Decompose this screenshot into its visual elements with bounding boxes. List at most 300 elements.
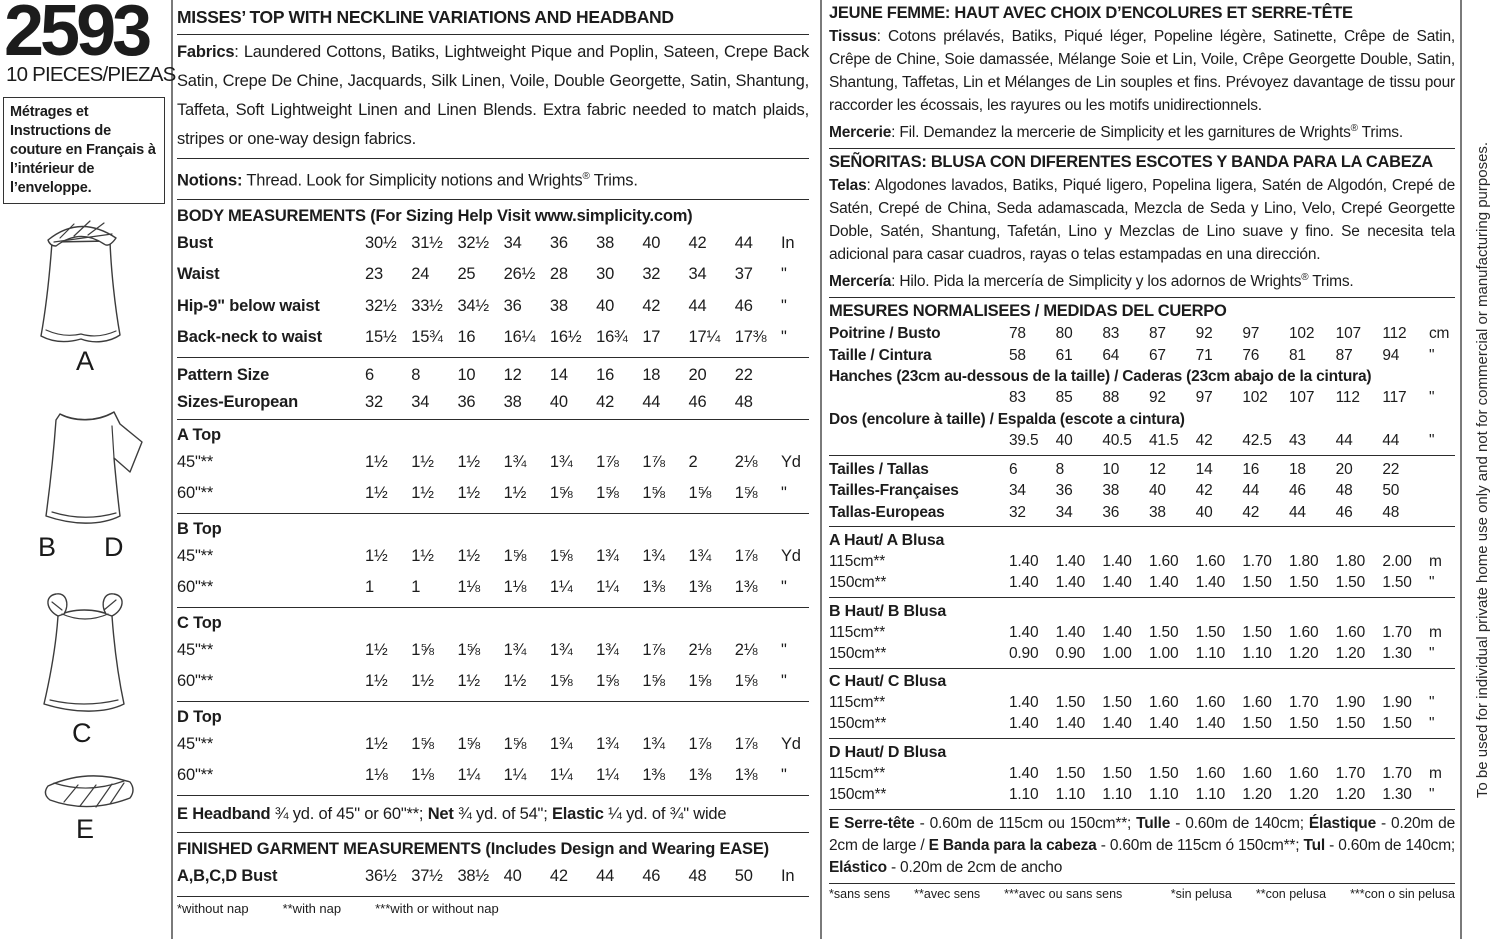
yardage-c-heading: C Top: [177, 613, 222, 632]
cell-value: 1⅝: [549, 484, 573, 502]
cell-value: 1.50: [1102, 694, 1132, 712]
cell-value: 39.5: [1009, 431, 1039, 449]
row-label: Hanches (23cm au-dessous de la taille) / Caderas (23cm abajo de la cintura): [829, 367, 1372, 385]
cell-value: 38: [1102, 482, 1120, 500]
cell-value: 78: [1009, 325, 1026, 343]
row-label: Poitrine / Busto: [829, 325, 941, 343]
license-note: To be used for individual private home use only and not for commercial or manufacturing purposes.: [1474, 141, 1491, 798]
cell-value: 0.90: [1009, 644, 1039, 662]
text-segment: Net: [427, 804, 454, 823]
cell-value: 1.10: [1242, 644, 1272, 662]
cell-value: 1⅝: [642, 484, 665, 502]
table-row: [177, 291, 809, 323]
divider: [177, 357, 809, 358]
column-divider-left: [171, 0, 173, 939]
row-label: Back-neck to waist: [177, 328, 322, 346]
cell-value: 1.50: [1102, 764, 1132, 782]
french-note-text: Métrages et Instructions de couture en Français à l’intérieur de l’enveloppe.: [10, 104, 156, 196]
table-row: [177, 635, 809, 667]
cell-value: 34½: [457, 296, 489, 315]
cell-value: 16¾: [596, 328, 628, 346]
cell-value: 1.50: [1289, 715, 1319, 733]
metric-body-table: [829, 323, 1455, 451]
cell-value: 1½: [411, 452, 434, 471]
row-label: Tailles-Françaises: [829, 482, 959, 500]
cell-value: 32: [1009, 503, 1026, 521]
view-bd-illustration: [26, 396, 148, 562]
cell-value: 40: [549, 392, 568, 411]
cell-unit: ": [780, 265, 787, 283]
cell-value: 1¼: [503, 766, 527, 784]
french-spanish-column: [829, 3, 1455, 901]
cell-value: 87: [1335, 346, 1353, 364]
cell-value: 71: [1195, 346, 1213, 364]
telas-paragraph: [829, 174, 1455, 266]
table-row: [829, 480, 1455, 501]
table-row: [177, 666, 809, 698]
view-a-label: A: [76, 346, 94, 376]
cell-value: 1½: [457, 672, 480, 690]
cell-value: 80: [1055, 325, 1073, 343]
cell-value: 1.40: [1102, 574, 1132, 592]
cell-value: 1.50: [1242, 574, 1272, 592]
text-segment: : Laundered Cottons, Batiks, Lightweight Pique and Poplin, Sateen, Crepe Back Satin, Crepe De Chine, Jacquards, Silk Linen, Voile, Double Georgette, Satin, Shantung, Taffeta, Soft Lightweight Linen and Linen Blends. Extra fabric needed to match plaids, stripes or one-way design fabrics.: [177, 43, 809, 148]
text-segment: - 0.60m de 115cm ou 150cm**;: [914, 815, 1137, 833]
cell-value: 1.60: [1149, 694, 1179, 712]
cell-value: 1.40: [1009, 552, 1039, 570]
cell-value: 1½: [411, 546, 434, 565]
cell-value: 1⅜: [642, 766, 665, 784]
tissus-paragraph: [829, 25, 1455, 117]
divider: [177, 158, 809, 159]
cell-value: 32: [365, 392, 383, 411]
headband-e-drawing: [40, 768, 136, 816]
cell-unit: Yd: [780, 452, 801, 471]
row-label: 60"**: [177, 484, 214, 502]
row-label: Hip-9" below waist: [177, 296, 320, 315]
english-column: [177, 4, 809, 916]
cell-value: 44: [596, 866, 615, 885]
metrage-section-d: [829, 743, 1455, 806]
cell-value: 1½: [503, 484, 527, 502]
table-row: [177, 478, 809, 510]
cell-value: 1.60: [1195, 694, 1226, 712]
cell-value: 1.10: [1195, 644, 1226, 662]
cell-value: 16: [457, 328, 476, 346]
cell-value: 1.90: [1335, 694, 1366, 712]
cell-value: 1.90: [1382, 694, 1412, 712]
cell-value: 36: [503, 296, 522, 315]
cell-value: 1.50: [1242, 623, 1272, 641]
cell-value: 1⅞: [642, 452, 665, 471]
view-e-label: E: [76, 814, 94, 844]
view-a-illustration: [24, 208, 138, 376]
cell-value: 1⅛: [503, 578, 527, 596]
cell-value: 1.60: [1195, 552, 1226, 570]
cell-value: 38: [596, 233, 615, 252]
cell-value: 34: [411, 392, 430, 411]
cell-value: 1⅜: [642, 578, 665, 596]
cell-value: 1½: [457, 452, 480, 471]
cell-value: 44: [734, 233, 753, 252]
english-title: MISSES’ TOP WITH NECKLINE VARIATIONS AND HEADBAND: [177, 7, 674, 27]
cell-value: 1.40: [1149, 715, 1179, 733]
table-row: [829, 345, 1455, 366]
cell-value: 42: [1195, 431, 1213, 449]
cell-unit: ": [780, 296, 787, 315]
cell-value: 2⅛: [734, 640, 758, 659]
column-divider-right: [1460, 0, 1462, 939]
cell-value: 1½: [457, 484, 480, 502]
cell-value: 1.50: [1055, 764, 1086, 782]
english-footnotes: [177, 901, 809, 916]
spanish-footnotes: [1171, 887, 1455, 901]
cell-value: 1.50: [1289, 574, 1319, 592]
cell-value: 1¼: [596, 578, 619, 596]
footnote-item: **avec sens: [914, 887, 981, 902]
cell-value: 38: [1149, 503, 1166, 521]
cell-value: 1.60: [1195, 764, 1226, 782]
cell-value: 76: [1242, 346, 1260, 364]
text-segment: Trims.: [1308, 273, 1354, 291]
cell-value: 1.50: [1149, 623, 1179, 641]
yardage-d-heading: D Top: [177, 707, 222, 726]
row-label: 115cm**: [829, 552, 886, 570]
yardage-section-c: [177, 612, 809, 698]
pieces-count: 10 PIECES/PIEZAS: [6, 63, 176, 86]
text-segment: Elástico: [829, 859, 887, 877]
text-segment: Élastique: [1308, 815, 1377, 833]
table-row: [829, 366, 1455, 387]
cell-unit: ": [780, 578, 787, 596]
table-row: [829, 551, 1455, 572]
cell-value: 16½: [549, 328, 582, 346]
row-label: Sizes-European: [177, 392, 298, 411]
table-row: [177, 362, 809, 389]
text-segment: ¼ yd. of ¾" wide: [603, 804, 727, 823]
cell-value: 46: [1289, 482, 1306, 500]
cell-value: 1.70: [1289, 694, 1319, 712]
cell-value: 1¾: [549, 734, 573, 753]
divider: [829, 297, 1455, 298]
row-label: 60"**: [177, 672, 214, 690]
text-segment: ®: [582, 171, 590, 182]
footnote-item: ***avec ou sans sens: [1004, 887, 1123, 902]
cell-value: 88: [1102, 389, 1120, 407]
row-label: 45"**: [177, 734, 214, 753]
view-d-label: D: [104, 532, 124, 562]
cell-value: 17: [642, 328, 661, 346]
cell-value: 1⅞: [642, 640, 665, 659]
cell-value: 42: [1242, 503, 1260, 521]
cell-value: 32½: [457, 233, 489, 252]
cell-value: 33½: [411, 296, 443, 315]
french-note-box: [3, 97, 165, 204]
cell-value: 40: [503, 866, 522, 885]
text-segment: - 0.60m de 115cm ó 150cm**;: [1096, 837, 1304, 855]
cell-value: 1.40: [1195, 715, 1226, 733]
table-row: [829, 409, 1455, 430]
cell-value: 1¾: [596, 640, 619, 659]
cell-value: 1.30: [1382, 786, 1412, 804]
cell-value: 1⅛: [365, 766, 388, 784]
cell-value: 92: [1149, 389, 1166, 407]
cell-value: 1: [411, 578, 421, 596]
table-row: [829, 643, 1455, 664]
text-segment: Tul: [1303, 837, 1325, 855]
divider: [177, 513, 809, 514]
divider: [177, 419, 809, 420]
cell-value: 0.90: [1055, 644, 1086, 662]
row-label: 150cm**: [829, 786, 887, 804]
metrage-a-table: [829, 551, 1455, 594]
french-footnotes: [829, 887, 1122, 901]
fabrics-paragraph: [177, 38, 809, 154]
cell-value: 38½: [457, 866, 489, 885]
cell-value: 1⅝: [596, 484, 619, 502]
cell-value: 1.10: [1055, 786, 1086, 804]
cell-value: 38: [503, 392, 522, 411]
text-segment: ¾ yd. of 54";: [453, 804, 552, 823]
row-label: 45"**: [177, 452, 214, 471]
cell-value: 1.40: [1149, 574, 1179, 592]
row-label: Bust: [177, 233, 213, 252]
cell-value: 30: [596, 265, 615, 283]
row-label: Tailles / Tallas: [829, 461, 929, 479]
cell-value: 112: [1335, 389, 1360, 407]
cell-value: 1¾: [503, 640, 527, 659]
text-segment: ®: [1301, 272, 1309, 284]
cell-value: 1.60: [1335, 623, 1366, 641]
text-segment: E Banda para la cabeza: [928, 837, 1097, 855]
cell-value: 31½: [411, 233, 443, 252]
cell-value: 1.50: [1335, 715, 1366, 733]
cell-value: 1½: [365, 484, 388, 502]
cell-value: 2⅛: [734, 452, 758, 471]
cell-value: 83: [1009, 389, 1026, 407]
serre-tete-paragraph: [829, 813, 1455, 879]
text-segment: : Fil. Demandez la mercerie de Simplicity et les garnitures de Wrights: [891, 124, 1351, 142]
cell-value: 6: [1009, 461, 1018, 479]
cell-value: 1.50: [1149, 764, 1179, 782]
table-row: [829, 502, 1455, 523]
cell-value: 36: [1102, 503, 1120, 521]
table-row: [177, 572, 809, 604]
cell-value: 38: [549, 296, 568, 315]
cell-value: 1⅝: [503, 546, 527, 565]
text-segment: ®: [1350, 123, 1358, 134]
cell-value: 1⅛: [411, 766, 434, 784]
cell-value: 1¼: [596, 766, 619, 784]
text-segment: : Algodones lavados, Batiks, Piqué ligero, Popelina ligera, Satén de Algodón, Crepé de Satén, Crepé de China, Seda adamascada, Mezcla de Seda y Lino, Velo, Crepé Georgette Doble, Satén, Shantung, Tafetán, Lino y Mezclas de Lino suave y fino. Se necesita tela adicional para casar cuadros, rayas o telas estampadas en una dirección.: [829, 177, 1455, 264]
footnote-item: ***with or without nap: [375, 900, 499, 916]
cell-value: 64: [1102, 346, 1120, 364]
table-row: [177, 447, 809, 479]
garment-a-drawing: [24, 208, 138, 350]
row-label: 150cm**: [829, 644, 887, 662]
metrage-d-heading: D Haut/ D Blusa: [829, 743, 947, 761]
text-segment: - 0.20m de 2cm de large /: [829, 815, 1455, 855]
table-row: [177, 259, 809, 291]
pattern-number: 2593: [4, 0, 149, 71]
view-c-illustration: [26, 586, 142, 748]
cell-value: 1⅝: [734, 672, 758, 690]
row-label: 115cm**: [829, 694, 886, 712]
divider: [177, 701, 809, 702]
cell-value: 1⅝: [642, 672, 665, 690]
cell-unit: In: [780, 866, 795, 885]
cell-value: 1⅝: [549, 672, 573, 690]
cell-value: 23: [365, 265, 383, 283]
cell-value: 1⅜: [734, 766, 758, 784]
row-label: 150cm**: [829, 574, 887, 592]
cell-value: 44: [1382, 431, 1400, 449]
text-segment: - 0.60m de 140cm;: [1324, 837, 1456, 855]
cell-value: 34: [688, 265, 707, 283]
cell-value: 37½: [411, 866, 443, 885]
row-label: Taille / Cintura: [829, 346, 932, 364]
row-label: Dos (encolure à taille) / Espalda (escote a cintura): [829, 410, 1185, 428]
cell-unit: ": [1429, 644, 1435, 662]
cell-value: 1⅝: [688, 672, 712, 690]
divider: [177, 34, 809, 35]
cell-value: 1.00: [1102, 644, 1132, 662]
cell-value: 46: [642, 866, 661, 885]
cell-value: 1.70: [1382, 623, 1412, 641]
cell-value: 48: [1382, 503, 1400, 521]
cell-value: 42: [688, 233, 707, 252]
cell-unit: ": [780, 484, 787, 502]
footnote-item: *sans sens: [829, 887, 891, 902]
cell-unit: ": [1429, 389, 1435, 407]
divider: [829, 668, 1455, 669]
cell-unit: ": [1429, 574, 1435, 592]
cell-value: 42: [1195, 482, 1213, 500]
cell-value: 1⅝: [411, 640, 434, 659]
cell-unit: m: [1429, 552, 1442, 570]
cell-value: 1.80: [1289, 552, 1319, 570]
text-segment: Trims.: [589, 171, 638, 190]
cell-value: 97: [1195, 389, 1213, 407]
table-row: [829, 784, 1455, 805]
cell-value: 102: [1242, 389, 1268, 407]
pattern-size-table: [177, 362, 809, 416]
cell-value: 1.40: [1055, 574, 1086, 592]
french-title: JEUNE FEMME: HAUT AVEC CHOIX D’ENCOLURES ET SERRE-TÊTE: [829, 4, 1353, 22]
metrage-c-table: [829, 692, 1455, 735]
cell-value: 1.20: [1335, 644, 1366, 662]
cell-value: 1⅝: [503, 734, 527, 753]
cell-value: 1.50: [1242, 715, 1272, 733]
cell-value: 16¼: [503, 328, 536, 346]
footnote-item: **with nap: [282, 900, 342, 916]
cell-value: 36: [549, 233, 568, 252]
cell-value: 94: [1382, 346, 1400, 364]
metrage-section-a: [829, 531, 1455, 594]
cell-unit: ": [780, 328, 787, 346]
cell-value: 48: [688, 866, 707, 885]
metric-sizes-table: [829, 459, 1455, 523]
column-divider-middle: [820, 0, 822, 939]
cell-value: 1⅛: [457, 578, 480, 596]
cell-value: 42: [549, 866, 568, 885]
cell-value: 1⅜: [688, 766, 712, 784]
table-row: [829, 430, 1455, 451]
finished-measurements-table: [177, 861, 809, 893]
cell-unit: ": [780, 766, 787, 784]
cell-value: 1.00: [1149, 644, 1179, 662]
cell-value: 1.20: [1242, 786, 1272, 804]
cell-value: 1¾: [503, 452, 527, 471]
cell-value: 1¼: [549, 578, 573, 596]
cell-value: 1.40: [1195, 574, 1226, 592]
cell-value: 1½: [365, 672, 388, 690]
yardage-a-table: [177, 447, 809, 510]
cell-value: 1.70: [1382, 764, 1412, 782]
cell-value: 1.50: [1055, 694, 1086, 712]
garment-bd-drawing: [26, 396, 148, 532]
text-segment: Notions:: [177, 171, 243, 190]
text-segment: : Cotons prélavés, Batiks, Piqué léger, Popeline légère, Satinette, Crêpe de Satin, Crêpe de Chine, Soie damassée, Mélange Soie et Lin, Voile, Crêpe Georgette Double, Satin, Shantung, Taffetas, Lin et Mélanges de Lin souples et fins. Prévoyez davantage de tissu pour raccorder les écossais, les rayures ou les motifs unidirectionnels.: [829, 28, 1455, 114]
cell-value: 44: [1242, 482, 1260, 500]
cell-value: 41.5: [1149, 431, 1179, 449]
cell-value: 1.80: [1335, 552, 1366, 570]
cell-value: 1¾: [549, 640, 573, 659]
cell-value: 1¾: [642, 734, 665, 753]
row-label: Waist: [177, 265, 220, 283]
cell-value: 14: [549, 365, 568, 384]
cell-value: 1.50: [1382, 715, 1412, 733]
cell-value: 1.20: [1335, 786, 1366, 804]
cell-value: 1.50: [1382, 574, 1412, 592]
cell-value: 25: [457, 265, 476, 283]
cell-unit: m: [1429, 623, 1442, 641]
cell-value: 36: [1055, 482, 1073, 500]
footnote-item: ***con o sin pelusa: [1350, 887, 1455, 902]
cell-value: 44: [1289, 503, 1306, 521]
cell-value: 107: [1289, 389, 1315, 407]
cell-value: 48: [734, 392, 753, 411]
table-row: [177, 861, 809, 893]
cell-value: 18: [642, 365, 661, 384]
cell-value: 6: [365, 365, 374, 384]
footnote-item: *without nap: [177, 900, 249, 916]
text-segment: E Headband: [177, 804, 275, 823]
text-segment: Telas: [829, 177, 867, 195]
cell-value: 16: [596, 365, 615, 384]
cell-value: 36: [457, 392, 476, 411]
garment-c-drawing: [26, 586, 142, 718]
cell-value: 1⅜: [688, 578, 712, 596]
cell-value: 1.50: [1195, 623, 1226, 641]
divider: [177, 607, 809, 608]
table-row: [829, 459, 1455, 480]
cell-value: 1⅞: [734, 546, 758, 565]
divider: [829, 809, 1455, 810]
cell-unit: ": [1429, 786, 1435, 804]
cell-value: 15¾: [411, 328, 443, 346]
cell-value: 61: [1055, 346, 1073, 364]
divider: [177, 896, 809, 897]
cell-value: 30½: [365, 233, 397, 252]
metric-measurements-title: MESURES NORMALISEES / MEDIDAS DEL CUERPO: [829, 302, 1227, 321]
cell-value: 46: [688, 392, 707, 411]
cell-value: 12: [1149, 461, 1166, 479]
cell-value: 42: [596, 392, 615, 411]
cell-value: 1.40: [1055, 623, 1086, 641]
text-segment: ¾ yd. of 45" or 60"**;: [274, 804, 428, 823]
cell-value: 42.5: [1242, 431, 1272, 449]
